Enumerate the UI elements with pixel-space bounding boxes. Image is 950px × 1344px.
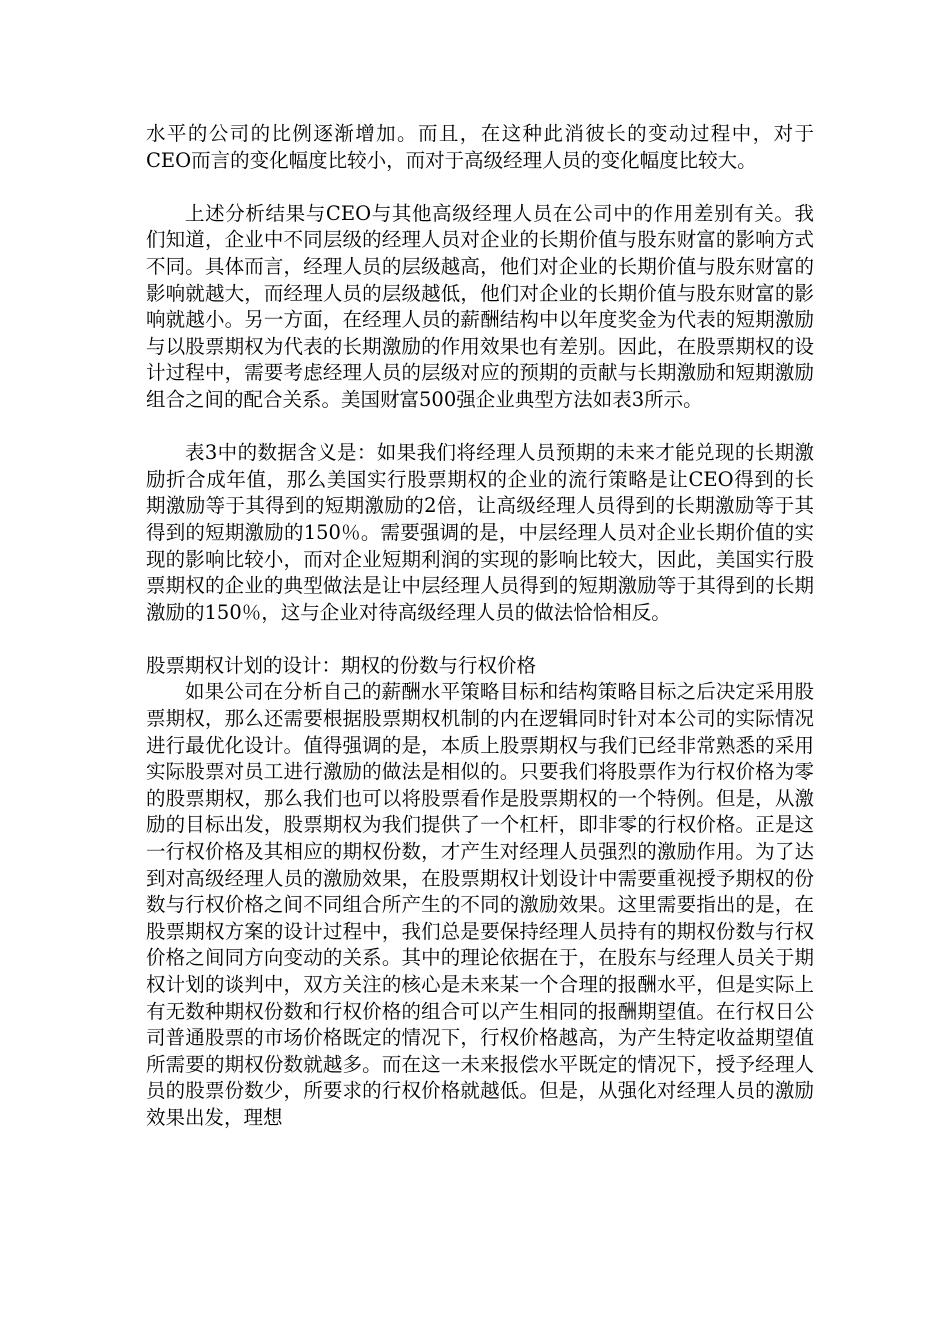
paragraph-spacer [146, 626, 814, 653]
document-page [146, 121, 814, 1132]
section-heading: 股票期权计划的设计：期权的份数与行权价格 [146, 653, 537, 677]
paragraph-option-design: 如果公司在分析自己的薪酬水平策略目标和结构策略目标之后决定采用股票期权，那么还需要根据股票期权机制的内在逻辑同时针对本公司的实际情况进行最优化设计。值得强调的是，本质上股票期权与我们已经非常熟悉的采用实际股票对员工进行激励的做法是相似的。只要我们将股票作为行权价格为零的股票期权，那么我们也可以将股票看作是股票期权的一个特例。但是，从激励的目标出发，股票期权为我们提供了一个杠杆，即非零的行权价格。正是这一行权价格及其相应的期权份数，才产生对经理人员强烈的激励作用。为了达到对高级经理人员的激励效果，在股票期权计划设计中需要重视授予期权的份数与行权价格之间不同组合所产生的不同的激励效果。这里需要指出的是，在股票期权方案的设计过程中，我们总是要保持经理人员持有的期权份数与行权价格之间同方向变动的关系。其中的理论依据在于，在股东与经理人员关于期权计划的谈判中，双方关注的核心是未来某一个合理的报酬水平，但是实际上有无数种期权份数和行权价格的组合可以产生相同的报酬期望值。在行权日公司普通股票的市场价格既定的情况下，行权价格越高，为产生特定收益期望值所需要的期权份数就越多。而在这一未来报偿水平既定的情况下，授予经理人员的股票份数少，所要求的行权价格就越低。但是，从强化对经理人员的激励效果出发，理想 [146, 680, 814, 1129]
paragraph-spacer [146, 414, 814, 441]
paragraph-role-differences: 上述分析结果与CEO与其他高级经理人员在公司中的作用差别有关。我们知道，企业中不同层级的经理人员对企业的长期价值与股东财富的影响方式不同。具体而言，经理人员的层级越高，他们对企业的长期价值与股东财富的影响就越大，而经理人员的层级越低，他们对企业的长期价值与股东财富的影响就越小。另一方面，在经理人员的薪酬结构中以年度奖金为代表的短期激励与以股票期权为代表的长期激励的作用效果也有差别。因此，在股票期权的设计过程中，需要考虑经理人员的层级对应的预期的贡献与长期激励和短期激励组合之间的配合关系。美国财富500强企业典型方法如表3所示。 [146, 201, 814, 411]
paragraph-continuation: 水平的公司的比例逐渐增加。而且，在这种此消彼长的变动过程中，对于CEO而言的变化幅度比较小，而对于高级经理人员的变化幅度比较大。 [146, 122, 814, 172]
paragraph-spacer [146, 174, 814, 201]
paragraph-table3-meaning: 表3中的数据含义是：如果我们将经理人员预期的未来才能兑现的长期激励折合成年值，那么美国实行股票期权的企业的流行策略是让CEO得到的长期激励等于其得到的短期激励的2倍，让高级经理人员得到的长期激励等于其得到的短期激励的150％。需要强调的是，中层经理人员对企业长期价值的实现的影响比较小，而对企业短期利润的实现的影响比较大，因此，美国实行股票期权的企业的典型做法是让中层经理人员得到的短期激励等于其得到的长期激励的150％，这与企业对待高级经理人员的做法恰恰相反。 [146, 441, 814, 624]
